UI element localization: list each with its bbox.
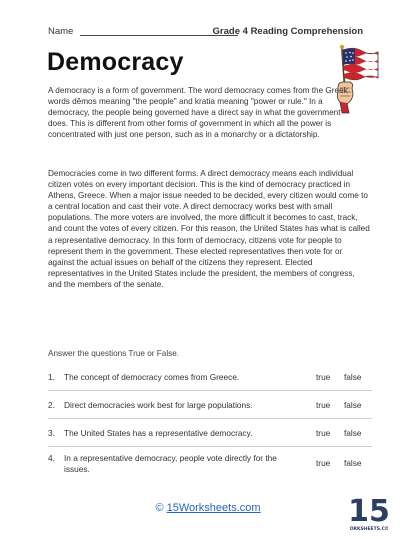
answer-false[interactable]: false (344, 428, 362, 438)
question-number: 4. (48, 453, 55, 463)
divider (48, 446, 372, 447)
logo-subtext: ORKSHEETS.CO (350, 527, 388, 532)
answer-false[interactable]: false (344, 458, 362, 468)
answer-false[interactable]: false (344, 400, 362, 410)
name-label: Name (48, 26, 74, 37)
question-number: 3. (48, 428, 55, 438)
question-row-1 (48, 372, 373, 384)
answer-true[interactable]: true (316, 372, 331, 382)
question-number: 1. (48, 372, 55, 382)
question-text: In a representative democracy, people vote directly for the issues. (64, 453, 277, 474)
logo-number: 15 (350, 494, 388, 529)
worksheet-title: Grade 4 Reading Comprehension (212, 26, 363, 37)
divider (48, 390, 372, 391)
divider (48, 418, 372, 419)
instructions: Answer the questions True or False. (48, 349, 180, 358)
answer-true[interactable]: true (316, 458, 331, 468)
question-text: Direct democracies work best for large populations. (64, 400, 253, 410)
question-text: The United States has a representative democracy. (64, 428, 253, 438)
answer-false[interactable]: false (344, 372, 362, 382)
copyright-symbol: © (155, 502, 164, 514)
question-number: 2. (48, 400, 55, 410)
site-link[interactable]: 15Worksheets.com (166, 502, 261, 514)
question-text: The concept of democracy comes from Greece. (64, 372, 240, 382)
question-row-4 (48, 453, 373, 477)
answer-true[interactable]: true (316, 428, 331, 438)
worksheets-logo-icon (350, 489, 388, 533)
worksheet-header (48, 26, 363, 40)
page-title: Democracy (47, 48, 184, 76)
question-row-3 (48, 428, 373, 440)
intro-paragraph: A democracy is a form of government. The word democracy comes from the Greek words dêmos meaning "the people" and kratia meaning "power or rule." In a democracy, the people being governed have a direct say in what the government does. This is different from other forms of government in which all the power is concentrated with just one person, such as in a monarchy or a dictatorship. (48, 86, 348, 140)
forms-paragraph: Democracies come in two different forms. A direct democracy means each individual citizen votes on every important decision. This is the kind of democracy practiced in Athens, Greece. When a major issue needed to be decided, every citizen would come to a central location and cast their vote. A direct democracy works best with small populations. The more voters are involved, the more difficult it becomes to cast, track, and count the votes of every citizen. For this reason, the United States has what is called a representative democracy. In this form of democracy, citizens vote for people to represent them in the government. These elected representatives then vote for or against the actual issues on behalf of the citizens they represent. Elected representatives in the United States include the president, the members of congress, and the members of the senate. (48, 169, 370, 289)
answer-true[interactable]: true (316, 400, 331, 410)
question-row-2 (48, 400, 373, 412)
